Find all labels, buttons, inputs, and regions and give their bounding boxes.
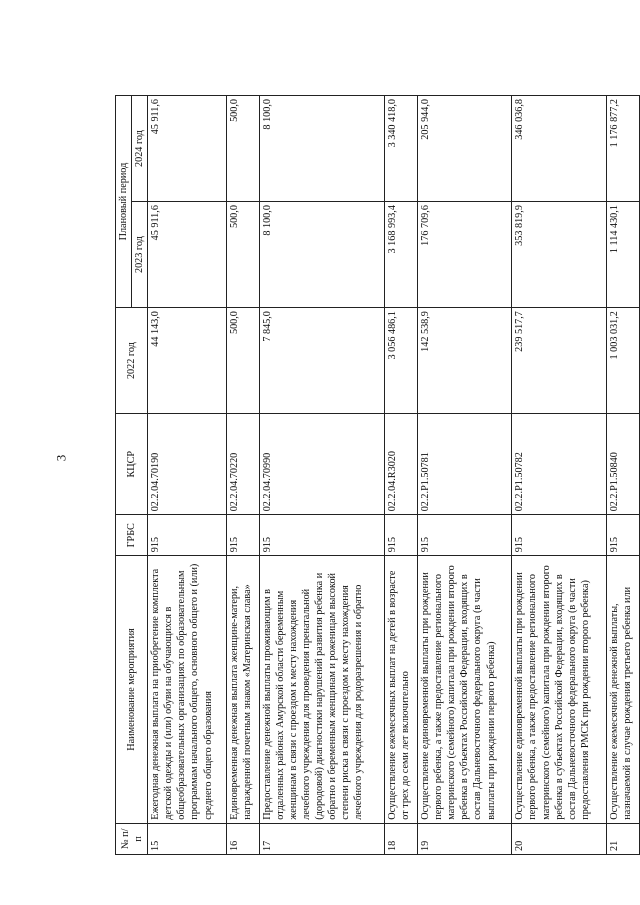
header-grbs: ГРБС xyxy=(116,515,148,556)
row-2024: 500,0 xyxy=(226,96,259,202)
row-name: Осуществление единовременной выплаты при рождении первого ребенка, а также предоставление регионального материнского (семейного) капитала при рождении второго ребенка в субъектах Российской Федерации, входящих в состав Дальневосточного федерального округа (в части выплаты при рождении первого ребенка) xyxy=(418,556,512,823)
header-num: № п/п xyxy=(116,823,148,854)
row-2022: 1 003 031,2 xyxy=(606,308,639,414)
row-num: 16 xyxy=(226,823,259,854)
header-2023: 2023 год xyxy=(132,202,148,308)
row-num: 20 xyxy=(512,823,606,854)
row-2024: 205 944,0 xyxy=(418,96,512,202)
row-grbs: 915 xyxy=(512,515,606,556)
table-row xyxy=(384,96,417,855)
page-number: 3 xyxy=(53,454,69,462)
header-kcsr: КЦСР xyxy=(116,414,148,515)
row-2022: 44 143,0 xyxy=(148,308,226,414)
row-kcsr: 02.2.04.R3020 xyxy=(384,414,417,515)
row-kcsr: 02.2.04.70220 xyxy=(226,414,259,515)
row-name: Осуществление ежемесячной денежной выплаты, назначаемой в случае рождения третьего ребенка или xyxy=(606,556,639,823)
row-2024: 346 036,8 xyxy=(512,96,606,202)
row-name: Осуществление ежемесячных выплат на детей в возрасте от трех до семи лет включительно xyxy=(384,556,417,823)
rotated-table-container xyxy=(115,95,640,855)
row-2022: 7 845,0 xyxy=(259,308,384,414)
row-2022: 3 056 486,1 xyxy=(384,308,417,414)
row-kcsr: 02.2.P1.50782 xyxy=(512,414,606,515)
row-grbs: 915 xyxy=(148,515,226,556)
row-name: Ежегодная денежная выплата на приобретение комплекта детской одежды и (или) обуви на обучающихся в общеобразовательных организациях по образовательным программам начального общего, основного общего и (или) среднего общего образования xyxy=(148,556,226,823)
row-2022: 239 517,7 xyxy=(512,308,606,414)
row-2023: 500,0 xyxy=(226,202,259,308)
row-name: Единовременная денежная выплата женщине-матери, награжденной почетным знаком «Материнская слава» xyxy=(226,556,259,823)
row-grbs: 915 xyxy=(418,515,512,556)
row-kcsr: 02.2.04.70990 xyxy=(259,414,384,515)
row-num: 17 xyxy=(259,823,384,854)
header-planned-period: Плановый период xyxy=(116,96,132,308)
row-name: Предоставление денежной выплаты проживающим в отдаленных районах Амурской области беременным женщинам в связи с проездом к месту нахождения лечебного учреждения для проведения пренатальной (дородовой) диагностики нарушений развития ребенка и обратно и беременным женщинам и роженицам высокой степени риска в связи с проездом к месту нахождения лечебного учреждения для родоразрешения и обратно xyxy=(259,556,384,823)
row-num: 18 xyxy=(384,823,417,854)
row-2023: 3 168 993,4 xyxy=(384,202,417,308)
table-row xyxy=(148,96,226,855)
row-2022: 142 538,9 xyxy=(418,308,512,414)
row-2024: 3 340 418,0 xyxy=(384,96,417,202)
row-2023: 176 709,6 xyxy=(418,202,512,308)
row-kcsr: 02.2.P1.50781 xyxy=(418,414,512,515)
row-name: Осуществление единовременной выплаты при рождении первого ребенка, а также предоставление регионального материнского (семейного) капитала при рождении второго ребенка в субъектах Российской Федерации, входящих в состав Дальневосточного федерального округа (в части предоставления РМСК при рождении второго ребенка) xyxy=(512,556,606,823)
table-row xyxy=(259,96,384,855)
row-2024: 8 100,0 xyxy=(259,96,384,202)
row-2023: 1 114 430,1 xyxy=(606,202,639,308)
row-2024: 45 911,6 xyxy=(148,96,226,202)
budget-table xyxy=(115,95,640,855)
row-2024: 1 176 877,2 xyxy=(606,96,639,202)
table-row xyxy=(512,96,606,855)
table-row xyxy=(418,96,512,855)
row-2023: 353 819,9 xyxy=(512,202,606,308)
row-grbs: 915 xyxy=(226,515,259,556)
header-name: Наименование мероприятия xyxy=(116,556,148,823)
row-grbs: 915 xyxy=(384,515,417,556)
row-grbs: 915 xyxy=(259,515,384,556)
table-row xyxy=(226,96,259,855)
row-kcsr: 02.2.P1.50840 xyxy=(606,414,639,515)
table-row xyxy=(606,96,639,855)
header-2024: 2024 год xyxy=(132,96,148,202)
row-2022: 500,0 xyxy=(226,308,259,414)
row-num: 15 xyxy=(148,823,226,854)
row-num: 21 xyxy=(606,823,639,854)
row-2023: 45 911,6 xyxy=(148,202,226,308)
row-kcsr: 02.2.04.70190 xyxy=(148,414,226,515)
row-grbs: 915 xyxy=(606,515,639,556)
row-num: 19 xyxy=(418,823,512,854)
row-2023: 8 100,0 xyxy=(259,202,384,308)
header-2022: 2022 год xyxy=(116,308,148,414)
